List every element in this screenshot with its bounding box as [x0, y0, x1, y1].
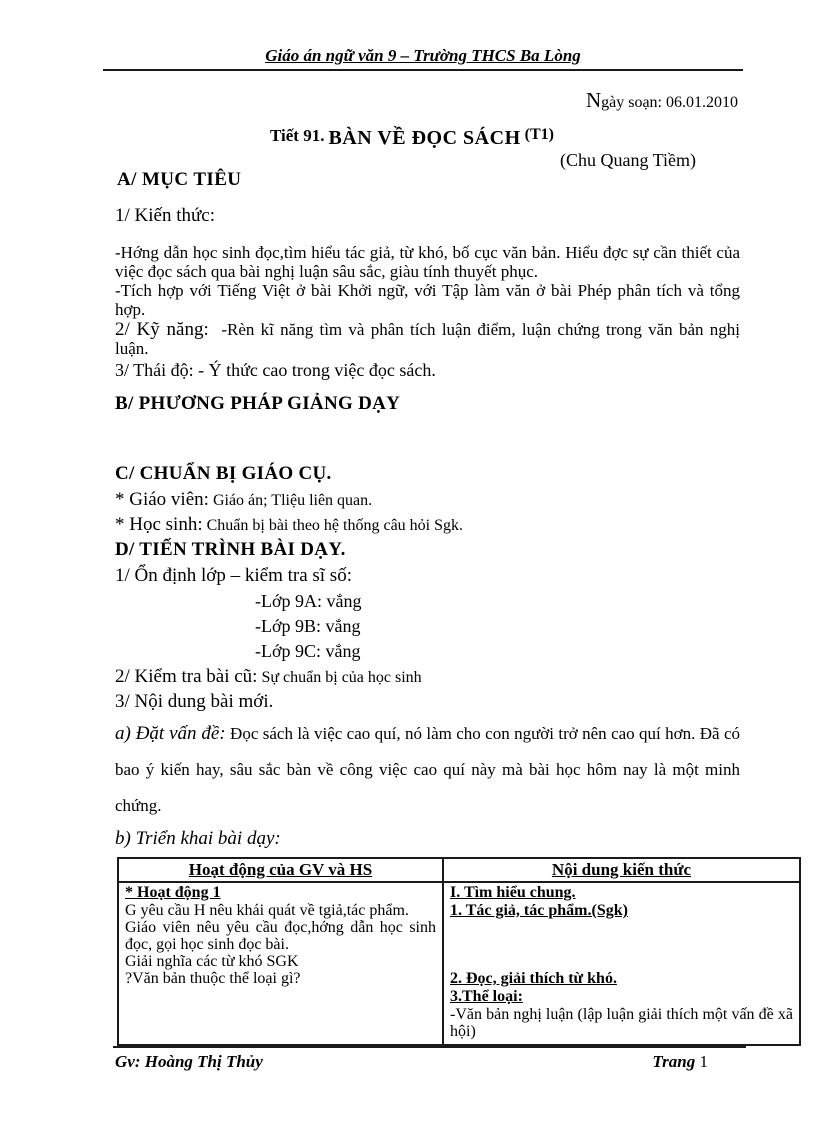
student-label: * Học sinh: [115, 514, 203, 535]
knowledge-paragraph-2: -Tích hợp với Tiếng Việt ở bài Khởi ngữ, với Tập làm văn ở bài Phép phân tích và tổng hợp. [115, 281, 740, 319]
title-block [115, 88, 740, 193]
content-heading-3: 3.Thể loại: [450, 988, 523, 1005]
page-content [115, 0, 793, 1046]
step3-line: 3/ Nội dung bài mới. [115, 691, 274, 712]
footer-page-label: Trang [652, 1052, 696, 1071]
step2-line [115, 666, 740, 691]
section-c-heading: C/ CHUẨN BỊ GIÁO CỤ. [115, 463, 332, 484]
date-line [586, 88, 738, 113]
table-cell-content [443, 882, 800, 1045]
lesson-title-main: BÀN VỀ ĐỌC SÁCH [328, 127, 521, 149]
activity-line-1: G yêu cầu H nêu khái quát về tgiả,tác phẩm. [125, 902, 409, 919]
date-initial: N [585, 88, 602, 112]
content-heading-2: 2. Đọc, giải thích từ khó. [450, 970, 617, 987]
skill-line [115, 320, 740, 358]
knowledge-heading: 1/ Kiến thức: [115, 205, 216, 226]
lesson-number: Tiết 91. [270, 126, 325, 145]
footer-page-number: 1 [699, 1052, 708, 1071]
deploy-heading: b) Triển khai bài dạy: [115, 828, 281, 849]
footer-author: Gv: Hoàng Thị Thủy [115, 1052, 263, 1071]
table-body-row [118, 882, 800, 1045]
content-heading-1-1: 1. Tác giả, tác phẩm.(Sgk) [450, 902, 628, 919]
activity-1-heading: * Hoạt động 1 [125, 884, 221, 901]
intro-paragraph [115, 716, 740, 824]
class-9a-line: -Lớp 9A: vắng [255, 591, 362, 611]
lesson-author: (Chu Quang Tiềm) [560, 150, 697, 170]
teacher-text: Giáo án; Tliệu liên quan. [212, 492, 373, 509]
content-heading-1: I. Tìm hiểu chung. [450, 884, 576, 901]
skill-label: 2/ Kỹ năng: [115, 319, 209, 340]
activity-line-4: ?Văn bản thuộc thể loại gì? [125, 970, 301, 987]
student-line [115, 514, 740, 539]
class-9b-line: -Lớp 9B: vắng [255, 616, 361, 636]
content-genre-note: -Văn bản nghị luận (lập luận giải thích một vấn đề xã hội) [450, 1006, 793, 1040]
lesson-table [117, 857, 801, 1046]
section-b-heading: B/ PHƯƠNG PHÁP GIẢNG DẠY [115, 393, 401, 414]
teacher-label: * Giáo viên: [115, 489, 209, 510]
content-gap [450, 920, 793, 970]
intro-label: a) Đặt vấn đề: [115, 723, 226, 744]
table-header-noi-dung: Nội dung kiến thức [443, 858, 800, 882]
footer-page [652, 1052, 708, 1072]
date-text: gày soạn: 06.01.2010 [601, 94, 738, 111]
lesson-part: (T1) [524, 126, 554, 143]
section-a-heading: A/ MỤC TIÊU [117, 169, 242, 190]
step2-label: 2/ Kiểm tra bài cũ: [115, 666, 258, 687]
class-9c-line: -Lớp 9C: vắng [255, 641, 361, 661]
skill-text: -Rèn kĩ năng tìm và phân tích luận điểm, luận chứng trong văn bản nghị luận. [115, 320, 740, 358]
table-header-row [118, 858, 800, 882]
table-cell-activities [118, 882, 443, 1045]
step1-line: 1/ Ổn định lớp – kiểm tra sĩ số: [115, 565, 352, 586]
page-footer [115, 1052, 740, 1072]
intro-text: Đọc sách là việc cao quí, nó làm cho con người trở nên cao quí hơn. Đã có bao ý kiến hay, sâu sắc bàn về công việc cao quí này mà bài học hôm nay là một minh chứng. [115, 724, 740, 815]
activity-line-3: Giải nghĩa các từ khó SGK [125, 953, 299, 970]
footer-rule [113, 1046, 746, 1048]
step2-text: Sự chuẩn bị của học sinh [261, 669, 422, 686]
attitude-line: 3/ Thái độ: - Ý thức cao trong việc đọc sách. [115, 360, 436, 380]
student-text: Chuẩn bị bài theo hệ thống câu hỏi Sgk. [206, 517, 464, 534]
section-d-heading: D/ TIẾN TRÌNH BÀI DẠY. [115, 539, 346, 560]
teacher-line [115, 489, 740, 514]
running-header-title: Giáo án ngữ văn 9 – Trường THCS Ba Lòng [265, 46, 581, 65]
knowledge-paragraph-1: -Hớng dẫn học sinh đọc,tìm hiểu tác giả, từ khó, bố cục văn bản. Hiểu đợc sự cần thiết của việc đọc sách qua bài nghị luận sâu sắc, giàu tính thuyết phục. [115, 243, 740, 281]
lesson-title [270, 126, 554, 150]
activity-line-2: Giáo viên nêu yêu cầu đọc,hớng dẫn học sinh đọc, gọi học sinh đọc bài. [125, 919, 436, 953]
table-header-gv-hs: Hoạt động của GV và HS [118, 858, 443, 882]
